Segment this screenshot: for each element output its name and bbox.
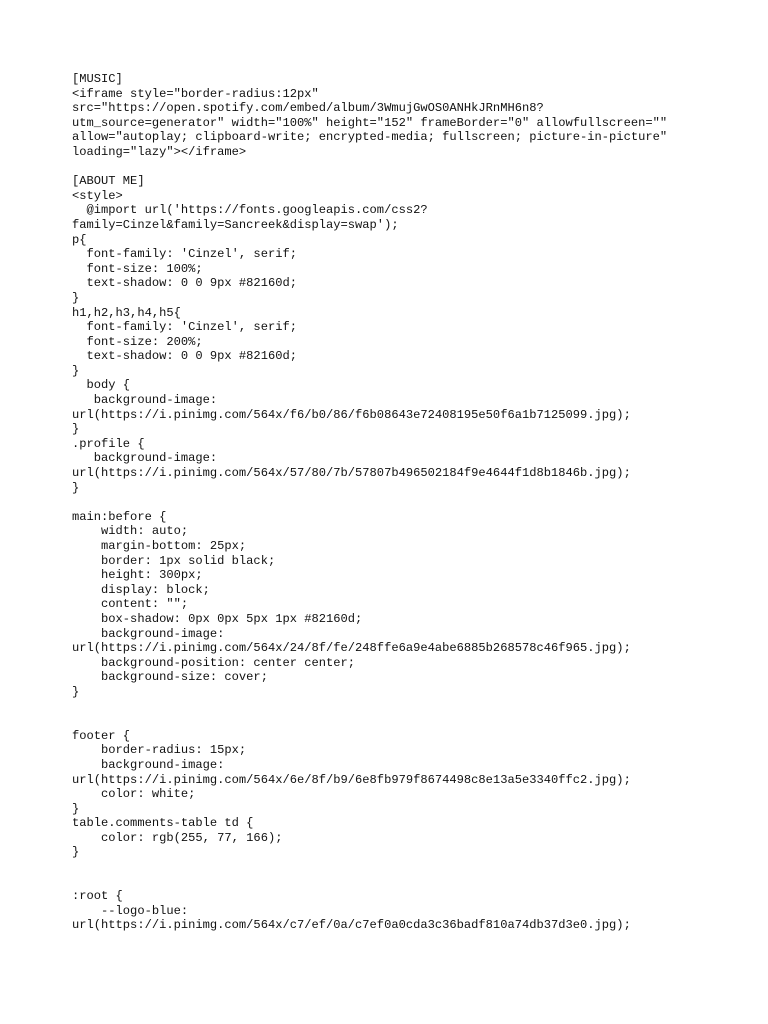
text-line: [MUSIC] xyxy=(72,72,123,86)
text-line: url(https://i.pinimg.com/564x/24/8f/fe/248ffe6a9e4abe6885b268578c46f965.jpg); xyxy=(72,641,631,656)
text-line: font-family: 'Cinzel', serif; xyxy=(72,247,297,262)
text-line: display: block; xyxy=(72,582,210,597)
text-line: } xyxy=(72,422,80,437)
text-line: height: 300px; xyxy=(72,568,203,583)
text-line: utm_source=generator" width="100%" height="152" frameBorder="0" allowfullscreen="" xyxy=(72,115,668,130)
text-line: h1,h2,h3,h4,h5{ xyxy=(72,305,181,320)
text-line: footer { xyxy=(72,728,131,743)
text-line: color: white; xyxy=(72,787,196,802)
text-line: table.comments-table td { xyxy=(72,816,254,831)
text-line xyxy=(72,495,752,510)
text-line: width: auto; xyxy=(72,524,189,539)
text-line: background-position: center center; xyxy=(72,655,356,670)
text-line: --logo-blue: xyxy=(72,903,189,918)
text-line: background-image: xyxy=(72,626,225,641)
text-line: background-size: cover; xyxy=(72,670,268,685)
text-line xyxy=(72,700,752,715)
text-line: :root { xyxy=(72,889,123,904)
text-line: content: ""; xyxy=(72,597,189,612)
document-body xyxy=(72,72,752,933)
text-line: font-size: 200%; xyxy=(72,334,203,349)
text-line: font-size: 100%; xyxy=(72,261,203,276)
text-line: url(https://i.pinimg.com/564x/6e/8f/b9/6e8fb979f8674498c8e13a5e3340ffc2.jpg); xyxy=(72,772,631,787)
text-line: background-image: xyxy=(72,451,218,466)
text-line: } xyxy=(72,480,80,495)
text-line xyxy=(72,875,752,890)
text-line: color: rgb(255, 77, 166); xyxy=(72,830,283,845)
text-line: } xyxy=(72,845,80,860)
text-line: url(https://i.pinimg.com/564x/c7/ef/0a/c7ef0a0cda3c36badf810a74db37d3e0.jpg); xyxy=(72,918,631,933)
text-line: p{ xyxy=(72,232,87,247)
text-line: } xyxy=(72,801,80,816)
text-line: url(https://i.pinimg.com/564x/57/80/7b/57807b496502184f9e4644f1d8b1846b.jpg); xyxy=(72,466,631,481)
text-line: font-family: 'Cinzel', serif; xyxy=(72,320,297,335)
text-line: text-shadow: 0 0 9px #82160d; xyxy=(72,276,297,291)
text-line xyxy=(72,860,752,875)
text-line: [ABOUT ME] xyxy=(72,174,145,189)
text-line: <style> xyxy=(72,188,123,203)
text-line xyxy=(72,714,752,729)
text-line: loading="lazy"></iframe> xyxy=(72,144,247,159)
text-line: box-shadow: 0px 0px 5px 1px #82160d; xyxy=(72,611,363,626)
text-line: background-image: xyxy=(72,757,225,772)
text-line: family=Cinzel&family=Sancreek&display=swap'); xyxy=(72,217,399,232)
text-line: main:before { xyxy=(72,509,167,524)
text-line: margin-bottom: 25px; xyxy=(72,539,247,553)
text-line: @import url('https://fonts.googleapis.com/css2? xyxy=(72,203,428,218)
text-line: <iframe style="border-radius:12px" xyxy=(72,86,319,101)
text-line: } xyxy=(72,363,80,378)
text-line: src="https://open.spotify.com/embed/album/3WmujGwOS0ANHkJRnMH6n8? xyxy=(72,101,544,116)
text-line: } xyxy=(72,684,80,699)
text-line: url(https://i.pinimg.com/564x/f6/b0/86/f6b08643e72408195e50f6a1b7125099.jpg); xyxy=(72,407,631,422)
text-line: body { xyxy=(72,378,131,393)
text-line: text-shadow: 0 0 9px #82160d; xyxy=(72,349,297,364)
text-line: border: 1px solid black; xyxy=(72,553,276,568)
text-line: } xyxy=(72,290,80,305)
text-line: allow="autoplay; clipboard-write; encrypted-media; fullscreen; picture-in-picture" xyxy=(72,130,668,145)
text-line: .profile { xyxy=(72,436,145,451)
text-line: background-image: xyxy=(72,393,218,408)
text-line: border-radius: 15px; xyxy=(72,743,247,758)
text-line xyxy=(72,160,752,175)
